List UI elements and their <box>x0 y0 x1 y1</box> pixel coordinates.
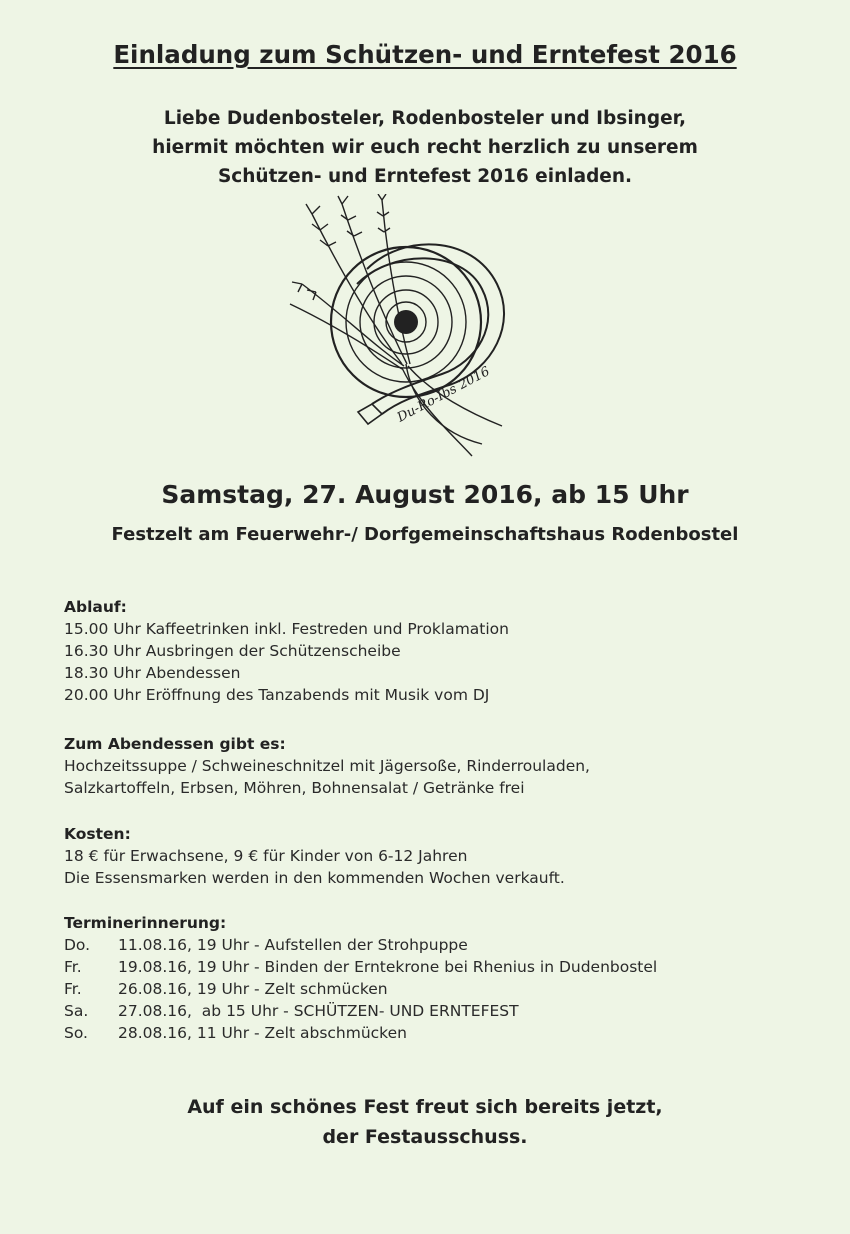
abendessen-line: Hochzeitssuppe / Schweineschnitzel mit Jägersoße, Rinderrouladen, <box>64 757 590 775</box>
intro-line: Liebe Dudenbosteler, Rodenbosteler und Ibsinger, <box>163 108 687 129</box>
termine-day: Fr. <box>64 980 82 998</box>
intro-line: Schützen- und Erntefest 2016 einladen. <box>217 166 633 187</box>
ablauf-item: 18.30 Uhr Abendessen <box>64 664 241 682</box>
termine-text: 28.08.16, 11 Uhr - Zelt abschmücken <box>118 1024 407 1042</box>
termine-item <box>64 1000 657 1022</box>
termine-item <box>64 956 657 978</box>
ablauf-heading: Ablauf: <box>64 598 127 616</box>
termine-text: 11.08.16, 19 Uhr - Aufstellen der Strohpuppe <box>118 936 468 954</box>
termine-heading: Terminerinnerung: <box>64 914 227 932</box>
abendessen-line: Salzkartoffeln, Erbsen, Möhren, Bohnensalat / Getränke frei <box>64 779 525 797</box>
termine-text: 27.08.16, ab 15 Uhr - SCHÜTZEN- UND ERNTEFEST <box>118 1002 519 1020</box>
termine-text: 19.08.16, 19 Uhr - Binden der Erntekrone bei Rhenius in Dudenbostel <box>118 958 658 976</box>
page-title: Einladung zum Schützen- und Erntefest 2016 <box>113 40 737 69</box>
kosten-line: 18 € für Erwachsene, 9 € für Kinder von 6-12 Jahren <box>64 847 468 865</box>
termine-item <box>64 1022 657 1044</box>
abendessen-section <box>64 733 590 799</box>
ablauf-item: 16.30 Uhr Ausbringen der Schützenscheibe <box>64 642 401 660</box>
termine-text: 26.08.16, 19 Uhr - Zelt schmücken <box>118 980 388 998</box>
termine-item <box>64 978 657 1000</box>
intro-line: hiermit möchten wir euch recht herzlich zu unserem <box>152 137 698 158</box>
ablauf-section <box>64 596 509 706</box>
ablauf-item: 20.00 Uhr Eröffnung des Tanzabends mit Musik vom DJ <box>64 686 490 704</box>
kosten-section <box>64 823 565 889</box>
termine-section <box>64 912 657 1044</box>
abendessen-heading: Zum Abendessen gibt es: <box>64 735 286 753</box>
kosten-line: Die Essensmarken werden in den kommenden Wochen verkauft. <box>64 869 565 887</box>
kosten-heading: Kosten: <box>64 825 131 843</box>
ablauf-item: 15.00 Uhr Kaffeetrinken inkl. Festreden und Proklamation <box>64 620 509 638</box>
termine-day: Sa. <box>64 1002 89 1020</box>
termine-day: So. <box>64 1024 88 1042</box>
target-with-wheat-and-ribbon-icon <box>272 194 522 462</box>
termine-day: Fr. <box>64 958 82 976</box>
event-venue: Festzelt am Feuerwehr-/ Dorfgemeinschaftshaus Rodenbostel <box>111 524 739 545</box>
intro-text <box>0 104 850 191</box>
termine-day: Do. <box>64 936 91 954</box>
closing-line: der Festausschuss. <box>322 1126 528 1148</box>
ribbon-text: Du-Ro-Ibs 2016 <box>394 364 493 426</box>
closing-line: Auf ein schönes Fest freut sich bereits jetzt, <box>187 1096 663 1118</box>
termine-item <box>64 934 657 956</box>
event-date: Samstag, 27. August 2016, ab 15 Uhr <box>161 480 689 509</box>
closing-text <box>0 1092 850 1152</box>
